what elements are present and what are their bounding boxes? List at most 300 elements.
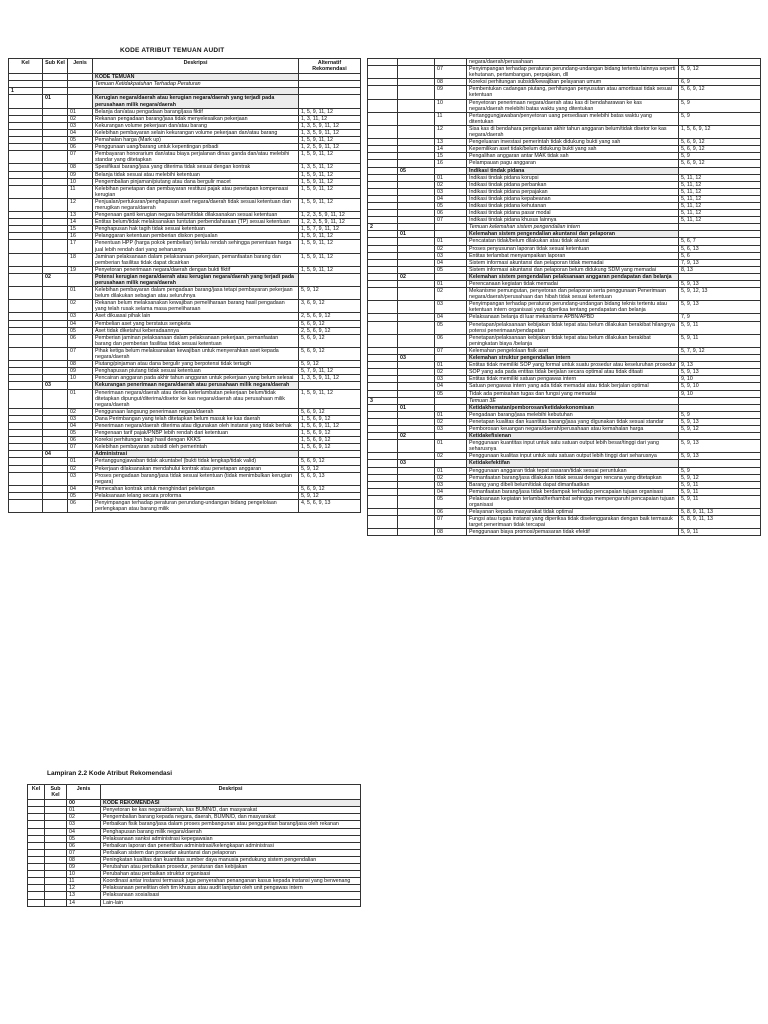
jenis-cell: 02	[435, 418, 467, 425]
rekomendasi-cell	[679, 433, 761, 440]
jenis-cell: 12	[68, 198, 93, 211]
jenis-cell: 05	[435, 495, 467, 508]
jenis-cell: 19	[68, 266, 93, 273]
kel-cell	[28, 814, 45, 821]
sub-kel-cell	[398, 59, 435, 66]
deskripsi-cell: Lain-lain	[101, 899, 361, 906]
jenis-cell: 04	[435, 488, 467, 495]
jenis-cell: 04	[68, 485, 93, 492]
deskripsi-cell: Pelaksanaan sanksi administrasi kepegawaian	[101, 835, 361, 842]
sub-kel-cell	[398, 390, 435, 397]
table-row	[368, 195, 761, 202]
jenis-cell: 14	[435, 146, 467, 153]
kel-cell	[28, 849, 45, 856]
kel-cell	[28, 864, 45, 871]
kel-cell	[9, 451, 43, 458]
deskripsi-cell: Indikasi tindak pidana kepabeanan	[467, 195, 679, 202]
table-row	[9, 108, 361, 115]
deskripsi-cell: Perbaikan fisik barang/jasa dalam proses pembangunan atau penggantian barang/jasa oleh rekanan	[101, 821, 361, 828]
sub-kel-cell	[43, 171, 68, 178]
kel-cell	[368, 362, 398, 369]
table-row	[368, 99, 761, 112]
table-row	[368, 425, 761, 432]
deskripsi-cell: Perbaikan sistem dan prosedur akuntansi dan pelaporan	[101, 849, 361, 856]
kel-cell	[9, 361, 43, 368]
rekomendasi-cell: 5, 9, 12	[299, 287, 361, 300]
deskripsi-cell: Pengadaan barang/jasa melebihi kebutuhan	[467, 411, 679, 418]
jenis-cell: 11	[68, 185, 93, 198]
sub-kel-cell	[43, 415, 68, 422]
jenis-cell: 13	[68, 212, 93, 219]
sub-kel-cell	[43, 500, 68, 513]
rekomendasi-cell	[679, 224, 761, 231]
sub-kel-cell	[43, 320, 68, 327]
jenis-cell: 04	[435, 314, 467, 321]
jenis-cell: 02	[435, 245, 467, 252]
table-row	[28, 871, 361, 878]
table-row	[28, 885, 361, 892]
deskripsi-cell: Koordinasi antar instansi termasuk juga penyerahan penanganan kasus kepada instansi yang berwenang	[101, 878, 361, 885]
table-row	[368, 245, 761, 252]
deskripsi-cell: Penerimaan negara/daerah diterima atau digunakan oleh instansi yang tidak berhak	[93, 422, 299, 429]
jenis-cell: 03	[435, 301, 467, 314]
header-kel: Kel	[28, 785, 45, 800]
table-row	[9, 226, 361, 233]
kel-cell	[9, 300, 43, 313]
table-row	[368, 495, 761, 508]
kel-cell	[368, 404, 398, 411]
table-row	[9, 485, 361, 492]
deskripsi-cell: Penggunaan kuantitas input untuk satu satuan output lebih besar/tinggi dari yang seharusnya	[467, 440, 679, 453]
jenis-cell: 01	[68, 458, 93, 465]
sub-kel-cell	[43, 334, 68, 347]
kel-cell	[368, 509, 398, 516]
jenis-cell: 09	[68, 368, 93, 375]
sub-kel-cell	[398, 181, 435, 188]
jenis-cell: 04	[67, 828, 101, 835]
table-row	[9, 361, 361, 368]
kel-cell	[28, 892, 45, 899]
table-row	[368, 288, 761, 301]
table-row	[9, 88, 361, 95]
deskripsi-cell: Pelanggaran ketentuan pemberian diskon penjualan	[93, 233, 299, 240]
jenis-cell: 02	[68, 465, 93, 472]
table-row	[9, 389, 361, 408]
table-row	[9, 212, 361, 219]
jenis-cell: 15	[68, 226, 93, 233]
sub-kel-cell: 02	[398, 433, 435, 440]
table-row	[9, 185, 361, 198]
rekomendasi-cell: 5, 6, 9, 12	[679, 139, 761, 146]
jenis-cell	[435, 224, 467, 231]
table-row	[368, 481, 761, 488]
sub-kel-cell	[398, 86, 435, 99]
jenis-cell: 07	[68, 151, 93, 164]
jenis-cell: 08	[67, 856, 101, 863]
sub-kel-cell: 02	[398, 273, 435, 280]
table-row	[28, 835, 361, 842]
deskripsi-cell: Penghapusan piutang tidak sesuai ketentuan	[93, 368, 299, 375]
rekomendasi-cell: 5, 9, 13	[679, 369, 761, 376]
kel-cell	[28, 807, 45, 814]
jenis-cell: 02	[435, 453, 467, 460]
sub-kel-cell	[43, 361, 68, 368]
table-row	[9, 198, 361, 211]
deskripsi-cell: Indikasi tindak pidana khusus lainnya	[467, 217, 679, 224]
deskripsi-cell: Koreksi perhitungan subsidi/kewajiban pelayanan umum	[467, 79, 679, 86]
rekomendasi-cell	[299, 451, 361, 458]
sub-kel-cell: 03	[398, 460, 435, 467]
deskripsi-cell: Satuan pengawas intern yang ada tidak memadai atau tidak berjalan optimal	[467, 383, 679, 390]
sub-kel-cell	[45, 828, 67, 835]
rekomendasi-cell: 5, 9, 12	[299, 361, 361, 368]
sub-kel-cell	[43, 444, 68, 451]
kel-cell	[368, 516, 398, 529]
sub-kel-cell	[398, 224, 435, 231]
jenis-cell: 05	[68, 430, 93, 437]
header-sub-kel: Sub Kel	[45, 785, 67, 800]
jenis-cell: 01	[435, 238, 467, 245]
sub-kel-cell	[45, 892, 67, 899]
temuan-table-left	[8, 58, 361, 513]
deskripsi-cell: Perencanaan kegiatan tidak memadai	[467, 281, 679, 288]
jenis-cell: 03	[435, 481, 467, 488]
sub-kel-cell	[45, 878, 67, 885]
jenis-cell: 01	[68, 108, 93, 115]
kel-cell	[368, 202, 398, 209]
jenis-cell: 07	[67, 849, 101, 856]
rekomendasi-cell: 1, 5, 9, 11, 12	[299, 137, 361, 144]
deskripsi-cell: Koreksi perhitungan bagi hasil dengan KKKS	[93, 437, 299, 444]
sub-kel-cell	[43, 300, 68, 313]
sub-kel-cell	[398, 99, 435, 112]
kel-cell	[368, 66, 398, 79]
rekomendasi-cell: 5, 11, 12	[679, 188, 761, 195]
deskripsi-cell: Entitas tidak memiliki SOP yang formal untuk suatu prosedur atau keseluruhan prosedur	[467, 362, 679, 369]
table-row	[28, 814, 361, 821]
jenis-cell	[435, 167, 467, 174]
jenis-cell: 15	[435, 153, 467, 160]
rekomendasi-cell	[679, 460, 761, 467]
jenis-cell: 10	[67, 871, 101, 878]
deskripsi-cell: Administrasi	[93, 451, 299, 458]
deskripsi-cell: Pembentukan cadangan piutang, perhitungan penyusutan atau amortisasi tidak sesuai ketentuan	[467, 86, 679, 99]
sub-kel-cell	[398, 347, 435, 354]
table-row	[368, 453, 761, 460]
deskripsi-cell: Pengembalian barang kepada negara, daerah, BUMN/D, dan masyarakat	[101, 814, 361, 821]
deskripsi-cell: Indikasi tindak pidana	[467, 167, 679, 174]
kel-cell	[9, 492, 43, 499]
table-row	[368, 488, 761, 495]
kel-cell	[9, 458, 43, 465]
sub-kel-cell	[398, 314, 435, 321]
rekomendasi-cell	[679, 167, 761, 174]
deskripsi-cell: Pelaksanaan belanja di luar mekanisme APBN/APBD	[467, 314, 679, 321]
jenis-cell: 03	[435, 376, 467, 383]
kel-cell	[368, 231, 398, 238]
deskripsi-cell: Pelampauan pagu anggaran	[467, 160, 679, 167]
table-row	[9, 458, 361, 465]
sub-kel-cell	[43, 212, 68, 219]
deskripsi-cell: Penyetoran ke kas negara/daerah, kas BUMN/D, dan masyarakat	[101, 807, 361, 814]
table-row	[28, 892, 361, 899]
kel-cell	[368, 467, 398, 474]
table-row	[368, 238, 761, 245]
jenis-cell: 09	[435, 86, 467, 99]
sub-kel-cell	[43, 485, 68, 492]
deskripsi-cell: Kelebihan pembayaran selain kekurangan volume pekerjaan dan/atau barang	[93, 129, 299, 136]
table-row	[9, 74, 361, 81]
rekomendasi-cell	[299, 74, 361, 81]
kel-cell	[368, 376, 398, 383]
sub-kel-cell	[43, 492, 68, 499]
rekomendasi-cell: 1, 5, 6, 9, 12	[679, 125, 761, 138]
rekomendasi-cell: 9, 13	[679, 362, 761, 369]
sub-kel-cell	[398, 281, 435, 288]
rekomendasi-cell: 1, 5, 9, 11, 12	[299, 171, 361, 178]
deskripsi-cell: Barang yang dibeli belum/tidak dapat dimanfaatkan	[467, 481, 679, 488]
rekomendasi-cell: 1, 2, 5, 9, 11, 12	[299, 144, 361, 151]
sub-kel-cell	[43, 198, 68, 211]
jenis-cell	[435, 404, 467, 411]
deskripsi-cell: Ketidakhematan/pemborosan/ketidakekonomisan	[467, 404, 679, 411]
table-row	[9, 144, 361, 151]
deskripsi-cell: Pengembalian pinjaman/piutang atau dana bergulir macet	[93, 178, 299, 185]
deskripsi-cell: Penjualan/pertukaran/penghapusan aset negara/daerah tidak sesuai ketentuan dan merugikan negara/daerah	[93, 198, 299, 211]
table-row	[28, 878, 361, 885]
deskripsi-cell: Pelaksanaan kegiatan terlambat/terhambat sehingga mempengaruhi pencapaian tujuan organisasi	[467, 495, 679, 508]
jenis-cell: 07	[435, 516, 467, 529]
sub-kel-cell	[43, 266, 68, 273]
rekomendasi-cell: 1, 5, 6, 9, 12	[299, 415, 361, 422]
deskripsi-cell: Kelebihan pembayaran dalam pengadaan barang/jasa tetapi pembayaran pekerjaan belum dilakukan sebagian atau seluruhnya	[93, 287, 299, 300]
table-row	[9, 287, 361, 300]
rekomendasi-cell	[679, 273, 761, 280]
deskripsi-cell: Pertanggungjawaban/penyetoran uang persediaan melebihi batas waktu yang ditentukan	[467, 112, 679, 125]
sub-kel-cell: 03	[43, 382, 68, 389]
rekomendasi-table	[27, 784, 361, 907]
jenis-cell: 14	[68, 219, 93, 226]
table-row	[368, 376, 761, 383]
jenis-cell: 05	[68, 492, 93, 499]
sub-kel-cell	[398, 440, 435, 453]
jenis-cell: 11	[67, 878, 101, 885]
table-row	[368, 314, 761, 321]
jenis-cell: 01	[68, 287, 93, 300]
sub-kel-cell	[398, 334, 435, 347]
kel-cell	[9, 415, 43, 422]
kel-cell	[9, 327, 43, 334]
rekomendasi-cell: 1, 5, 9, 11, 12	[299, 108, 361, 115]
table-row	[368, 390, 761, 397]
sub-kel-cell	[45, 842, 67, 849]
temuan-left-body	[9, 74, 361, 513]
deskripsi-cell: Pekerjaan dilaksanakan mendahului kontrak atau penetapan anggaran	[93, 465, 299, 472]
table-row	[368, 112, 761, 125]
table-row	[9, 81, 361, 88]
table-row	[368, 516, 761, 529]
sub-kel-cell: 02	[43, 273, 68, 286]
deskripsi-cell: Penerimaan negara/daerah atau denda keterlambatan pekerjaan belum/tidak ditetapkan dipungut/diterima/disetor ke kas negara/daerah atau perusahaan milik negara/daerah	[93, 389, 299, 408]
kel-cell	[368, 195, 398, 202]
deskripsi-cell: Pemahalan harga (Mark up)	[93, 137, 299, 144]
rekomendasi-cell: 1, 2, 3, 5, 9, 11, 12	[299, 219, 361, 226]
sub-kel-cell	[43, 226, 68, 233]
sub-kel-cell	[398, 376, 435, 383]
deskripsi-cell: Mekanisme pemungutan, penyetoran dan pelaporan serta penggunaan Penerimaan negara/daerah/perusahaan dan hibah tidak sesuai ketentuan	[467, 288, 679, 301]
sub-kel-cell	[398, 453, 435, 460]
rekomendasi-cell: 5, 9, 11	[679, 529, 761, 536]
header-jenis: Jenis	[68, 59, 93, 74]
table-row	[9, 382, 361, 389]
deskripsi-cell: Fungsi atau tugas instansi yang diperiksa tidak diselenggarakan dengan baik termasuk target penerimaan tidak tercapai	[467, 516, 679, 529]
table-row	[9, 151, 361, 164]
deskripsi-cell: Penyetoran penerimaan negara/daerah atau kas di bendaharawan ke kas negara/daerah melebihi batas waktu yang ditentukan	[467, 99, 679, 112]
deskripsi-cell: Kelemahan sistem pengendalian pelaksanaan anggaran pendapatan dan belanja	[467, 273, 679, 280]
rekomendasi-cell: 1, 5, 6, 9, 12	[299, 437, 361, 444]
table-row	[368, 509, 761, 516]
deskripsi-cell: Rekanan pengadaan barang/jasa tidak menyelesaikan pekerjaan	[93, 115, 299, 122]
kel-cell	[9, 81, 43, 88]
deskripsi-cell: Pembelian aset yang berstatus sengketa	[93, 320, 299, 327]
kel-cell	[368, 369, 398, 376]
sub-kel-cell	[43, 178, 68, 185]
jenis-cell: 01	[435, 440, 467, 453]
sub-kel-cell	[45, 899, 67, 906]
table-row	[9, 129, 361, 136]
rekomendasi-cell: 5, 9, 12	[679, 425, 761, 432]
jenis-cell	[435, 460, 467, 467]
table-row	[368, 139, 761, 146]
kel-cell: 2	[368, 224, 398, 231]
jenis-cell: 13	[67, 892, 101, 899]
kel-cell	[28, 878, 45, 885]
rekomendasi-cell: 5, 9, 13	[679, 418, 761, 425]
kel-cell	[368, 79, 398, 86]
jenis-cell: 05	[435, 390, 467, 397]
sub-kel-cell	[45, 814, 67, 821]
jenis-cell: 01	[435, 411, 467, 418]
table-row	[9, 240, 361, 253]
table-row	[9, 408, 361, 415]
sub-kel-cell: 03	[398, 355, 435, 362]
kel-cell	[9, 240, 43, 253]
kel-cell	[9, 95, 43, 108]
table-row	[28, 807, 361, 814]
kel-cell	[9, 408, 43, 415]
table-row	[368, 281, 761, 288]
sub-kel-cell	[43, 422, 68, 429]
table-row	[9, 95, 361, 108]
sub-kel-cell	[45, 849, 67, 856]
deskripsi-cell	[93, 88, 299, 95]
rekomendasi-cell	[299, 382, 361, 389]
jenis-cell: 04	[68, 129, 93, 136]
rekomendasi-cell: 5, 9, 12, 13	[679, 288, 761, 301]
kel-cell	[368, 355, 398, 362]
table-row	[9, 368, 361, 375]
deskripsi-cell: Belanja tidak sesuai atau melebihi ketentuan	[93, 171, 299, 178]
sub-kel-cell	[43, 465, 68, 472]
jenis-cell	[68, 74, 93, 81]
sub-kel-cell	[43, 122, 68, 129]
sub-kel-cell	[398, 238, 435, 245]
kel-cell	[28, 800, 45, 807]
rekomendasi-cell: 5, 6, 9, 12	[299, 347, 361, 360]
sub-kel-cell	[398, 474, 435, 481]
rekomendasi-cell	[679, 231, 761, 238]
deskripsi-cell: Penghapusan hak tagih tidak sesuai ketentuan	[93, 226, 299, 233]
table-row	[368, 188, 761, 195]
deskripsi-cell: Kepemilikan aset tidak/belum didukung bukti yang sah	[467, 146, 679, 153]
jenis-cell	[68, 88, 93, 95]
kel-cell	[9, 122, 43, 129]
rekomendasi-cell: 4, 5, 6, 9, 13	[299, 500, 361, 513]
deskripsi-cell: negara/daerah/perusahaan	[467, 59, 679, 66]
sub-kel-cell	[398, 488, 435, 495]
kel-cell	[368, 288, 398, 301]
table-row	[28, 864, 361, 871]
table-row	[368, 210, 761, 217]
jenis-cell: 05	[68, 327, 93, 334]
table-row	[9, 122, 361, 129]
rekomendasi-cell: 1, 5, 9, 11, 12	[299, 151, 361, 164]
document-title: KODE ATRIBUT TEMUAN AUDIT	[120, 47, 225, 54]
rekomendasi-cell: 5, 7, 9, 11, 12	[299, 368, 361, 375]
jenis-cell: 07	[435, 217, 467, 224]
kel-cell	[9, 151, 43, 164]
rekomendasi-cell: 1, 5, 7, 9, 11, 12	[299, 226, 361, 233]
sub-kel-cell	[43, 137, 68, 144]
table-row	[368, 440, 761, 453]
deskripsi-cell: Penetapan/pelaksanaan kebijakan tidak tepat atau belum dilakukan berakibat peningkatan biaya /belanja	[467, 334, 679, 347]
deskripsi-cell: Penetapan kualitas dan kuantitas barang/jasa yang digunakan tidak sesuai standar	[467, 418, 679, 425]
jenis-cell: 07	[68, 444, 93, 451]
jenis-cell: 01	[67, 807, 101, 814]
table-row	[368, 355, 761, 362]
kel-cell	[9, 389, 43, 408]
table-row	[368, 217, 761, 224]
table-row	[9, 465, 361, 472]
rekomendasi-cell: 5, 9	[679, 411, 761, 418]
deskripsi-cell: Entitas tidak memiliki satuan pengawas intern	[467, 376, 679, 383]
jenis-cell: 10	[68, 375, 93, 382]
sub-kel-cell	[398, 411, 435, 418]
deskripsi-cell: Penentuan HPP (harga pokok pembelian) terlalu rendah sehingga penentuan harga jual lebih rendah dari yang seharusnya	[93, 240, 299, 253]
deskripsi-cell: Perubahan atau perbaikan prosedur, peraturan dan kebijakan	[101, 864, 361, 871]
deskripsi-cell: Temuan Ketidakpatuhan Terhadap Peraturan	[93, 81, 299, 88]
sub-kel-cell	[43, 313, 68, 320]
deskripsi-cell: Penyetoran penerimaan negara/daerah dengan bukti fiktif	[93, 266, 299, 273]
table-row	[368, 404, 761, 411]
sub-kel-cell	[398, 202, 435, 209]
jenis-cell: 04	[435, 259, 467, 266]
table-row	[368, 433, 761, 440]
kel-cell	[28, 871, 45, 878]
kel-cell	[368, 529, 398, 536]
sub-kel-cell	[43, 327, 68, 334]
deskripsi-cell: Perbaikan laporan dan penertiban administrasi/kelengkapan administrasi	[101, 842, 361, 849]
kel-cell	[368, 125, 398, 138]
kel-cell	[368, 390, 398, 397]
table-row	[368, 411, 761, 418]
sub-kel-cell: 01	[43, 95, 68, 108]
sub-kel-cell	[398, 217, 435, 224]
rekomendasi-cell: 5, 9, 11	[679, 481, 761, 488]
table-row	[368, 301, 761, 314]
table-row	[9, 500, 361, 513]
rekomendasi-cell: 5, 6, 9, 12	[679, 160, 761, 167]
